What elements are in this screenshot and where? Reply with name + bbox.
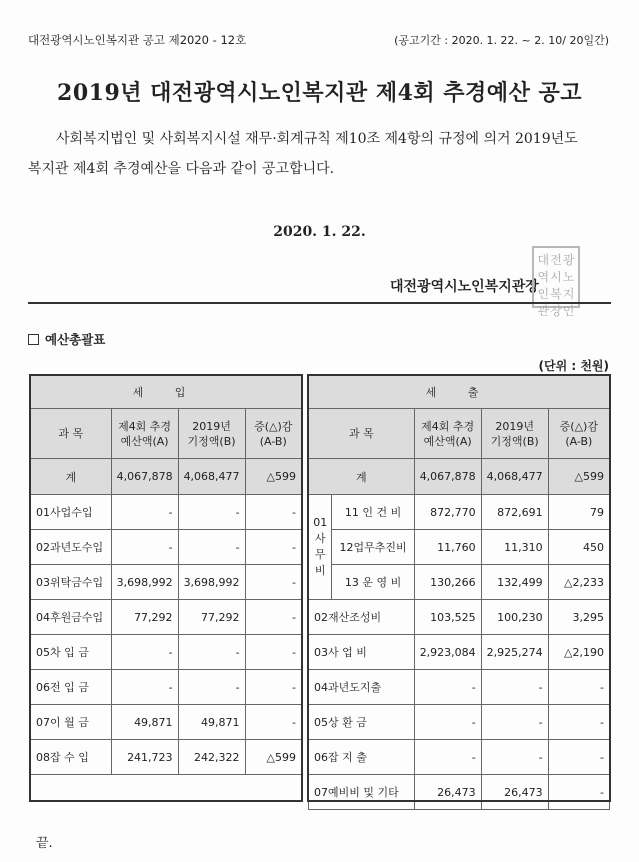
income-header: 과 목 <box>31 409 112 459</box>
income-row-label: 02과년도수입 <box>31 530 112 565</box>
expense-row-label: 07예비비 및 기타 <box>309 775 415 810</box>
expense-title: 세 출 <box>309 376 610 409</box>
income-row-a: - <box>111 495 178 530</box>
income-row-label: 03위탁금수입 <box>31 565 112 600</box>
expense-row-label: 02재산조성비 <box>309 600 415 635</box>
expense-row-label: 11 인 건 비 <box>332 495 414 530</box>
expense-row-b: 100,230 <box>481 600 548 635</box>
income-row-a: 77,292 <box>111 600 178 635</box>
seal-char: 인 <box>562 304 575 318</box>
expense-row-label: 06잡 지 출 <box>309 740 415 775</box>
expense-row-diff: - <box>548 740 609 775</box>
page-title: 2019년 대전광역시노인복지관 제4회 추경예산 공고 <box>57 80 582 106</box>
expense-total-b: 4,068,477 <box>481 459 548 495</box>
expense-row-label: 05상 환 금 <box>309 705 415 740</box>
expense-row-a: - <box>414 670 481 705</box>
seal-char: 역 <box>537 270 550 284</box>
income-header: 제4회 추경 예산액(A) <box>111 409 178 459</box>
official-seal <box>532 246 580 318</box>
income-row-diff: - <box>245 705 301 740</box>
seal-char: 노 <box>562 270 575 284</box>
income-row-b: 49,871 <box>178 705 245 740</box>
income-row-a: 3,698,992 <box>111 565 178 600</box>
expense-row-diff: △2,190 <box>548 635 609 670</box>
section-title-text: 예산총괄표 <box>45 332 106 347</box>
expense-row-diff: - <box>548 670 609 705</box>
section-title <box>28 330 105 348</box>
income-total-b: 4,068,477 <box>178 459 245 495</box>
body-line-2: 복지관 제4회 추경예산을 다음과 같이 공고합니다. <box>28 161 335 177</box>
expense-row-diff: - <box>548 775 609 810</box>
expense-row-b: - <box>481 670 548 705</box>
income-header: 2019년 기정액(B) <box>178 409 245 459</box>
income-row-label: 01사업수입 <box>31 495 112 530</box>
income-row-diff: - <box>245 530 301 565</box>
income-table-border <box>29 374 303 802</box>
income-total-label: 계 <box>31 459 112 495</box>
income-row-b: 242,322 <box>178 740 245 775</box>
notice-period: (공고기간 : 2020. 1. 22. ~ 2. 10/ 20일간) <box>394 34 609 47</box>
income-row-b: - <box>178 495 245 530</box>
expense-group-label: 01 사 무 비 <box>309 495 332 600</box>
income-row-diff: - <box>245 495 301 530</box>
unit-label: (단위 : 천원) <box>538 359 609 373</box>
expense-row-b: 132,499 <box>481 565 548 600</box>
expense-header: 증(△)감 (A-B) <box>548 409 609 459</box>
income-row-diff: - <box>245 635 301 670</box>
expense-row-a: - <box>414 740 481 775</box>
income-row-label: 04후원금수입 <box>31 600 112 635</box>
expense-row-a: - <box>414 705 481 740</box>
expense-row-label: 12업무추진비 <box>332 530 414 565</box>
expense-row-a: 103,525 <box>414 600 481 635</box>
income-row-b: 77,292 <box>178 600 245 635</box>
seal-char: 시 <box>550 270 562 284</box>
seal-char: 대 <box>537 253 550 267</box>
expense-row-a: 26,473 <box>414 775 481 810</box>
expense-row-b: 2,925,274 <box>481 635 548 670</box>
income-title: 세 입 <box>31 376 302 409</box>
expense-row-diff: 3,295 <box>548 600 609 635</box>
seal-char: 지 <box>562 287 575 301</box>
expense-row-a: 872,770 <box>414 495 481 530</box>
notice-date: 2020. 1. 22. <box>273 224 366 240</box>
income-row-a: - <box>111 635 178 670</box>
income-row-b: - <box>178 670 245 705</box>
expense-row-b: 26,473 <box>481 775 548 810</box>
expense-row-a: 2,923,084 <box>414 635 481 670</box>
expense-row-diff: 79 <box>548 495 609 530</box>
expense-row-diff: △2,233 <box>548 565 609 600</box>
end-mark: 끝. <box>36 836 53 851</box>
expense-row-b: 872,691 <box>481 495 548 530</box>
notice-number: 대전광역시노인복지관 공고 제2020 - 12호 <box>28 33 247 47</box>
income-header: 증(△)감 (A-B) <box>245 409 301 459</box>
expense-row-label: 04과년도지출 <box>309 670 415 705</box>
income-total-diff: △599 <box>245 459 301 495</box>
expense-row-diff: - <box>548 705 609 740</box>
seal-char: 인 <box>537 287 550 301</box>
income-total-a: 4,067,878 <box>111 459 178 495</box>
income-row-a: - <box>111 670 178 705</box>
seal-char: 광 <box>562 253 575 267</box>
income-row-b: - <box>178 530 245 565</box>
expense-header: 제4회 추경 예산액(A) <box>414 409 481 459</box>
expense-row-label: 13 운 영 비 <box>332 565 414 600</box>
income-row-label: 08잡 수 입 <box>31 740 112 775</box>
income-row-a: 49,871 <box>111 705 178 740</box>
income-row-diff: - <box>245 670 301 705</box>
income-row-diff: - <box>245 565 301 600</box>
expense-row-diff: 450 <box>548 530 609 565</box>
checkbox-icon <box>28 334 39 345</box>
income-row-a: - <box>111 530 178 565</box>
seal-char: 복 <box>550 287 562 301</box>
seal-char: 관 <box>537 304 550 318</box>
expense-row-a: 11,760 <box>414 530 481 565</box>
seal-char: 장 <box>550 304 562 318</box>
expense-row-label: 03사 업 비 <box>309 635 415 670</box>
divider <box>28 302 611 304</box>
income-row-label: 05차 입 금 <box>31 635 112 670</box>
income-row-b: - <box>178 635 245 670</box>
signature: 대전광역시노인복지관장 <box>390 279 539 295</box>
seal-char: 전 <box>550 253 562 267</box>
body-line-1: 사회복지법인 및 사회복지시설 재무·회계규칙 제10조 제4항의 규정에 의거 2019년도 <box>56 131 578 147</box>
income-row-a: 241,723 <box>111 740 178 775</box>
expense-table-border <box>307 374 611 802</box>
expense-row-b: 11,310 <box>481 530 548 565</box>
expense-row-b: - <box>481 705 548 740</box>
expense-row-a: 130,266 <box>414 565 481 600</box>
income-row-label: 07이 월 금 <box>31 705 112 740</box>
income-row-label: 06전 입 금 <box>31 670 112 705</box>
expense-total-diff: △599 <box>548 459 609 495</box>
expense-total-a: 4,067,878 <box>414 459 481 495</box>
expense-header: 과 목 <box>309 409 415 459</box>
income-row-b: 3,698,992 <box>178 565 245 600</box>
expense-header: 2019년 기정액(B) <box>481 409 548 459</box>
expense-total-label: 계 <box>309 459 415 495</box>
expense-row-b: - <box>481 740 548 775</box>
income-row-diff: - <box>245 600 301 635</box>
income-row-diff: △599 <box>245 740 301 775</box>
